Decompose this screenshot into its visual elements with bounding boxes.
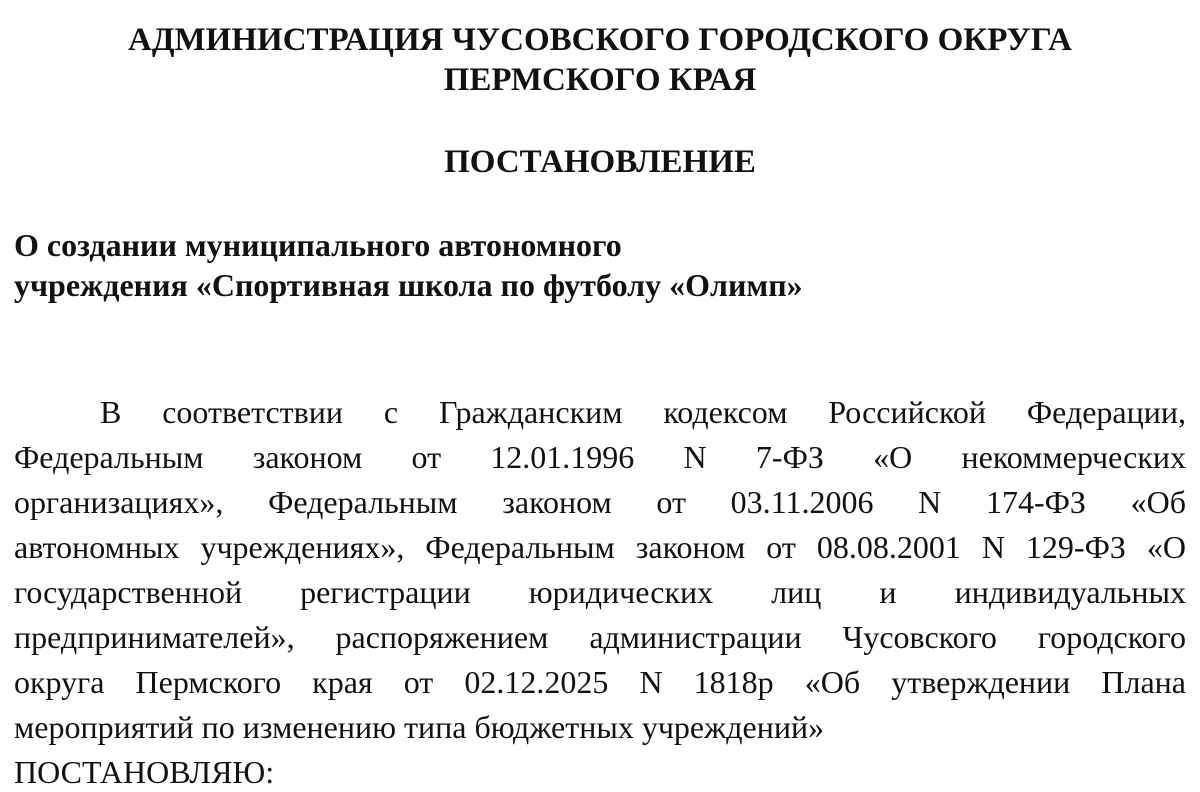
body-line-3: организациях», Федеральным законом от 03.11.2006 N 174-ФЗ «Об: [14, 484, 1186, 520]
body-line-2: Федеральным законом от 12.01.1996 N 7-ФЗ «О некоммерческих: [14, 439, 1186, 475]
org-name-line1: АДМИНИСТРАЦИЯ ЧУСОВСКОГО ГОРОДСКОГО ОКРУГА: [128, 22, 1072, 58]
body-line-7: округа Пермского края от 02.12.2025 N 1818р «Об утверждении Плана: [14, 664, 1186, 700]
body-line-5: государственной регистрации юридических лиц и индивидуальных: [14, 574, 1186, 610]
subject-line2: учреждения «Спортивная школа по футболу «Олимп»: [14, 267, 803, 303]
body-line-6: предпринимателей», распоряжением администрации Чусовского городского: [14, 619, 1186, 655]
body-line-4: автономных учреждениях», Федеральным законом от 08.08.2001 N 129-ФЗ «О: [14, 529, 1186, 565]
document-type-title: ПОСТАНОВЛЕНИЕ: [444, 144, 756, 180]
body-line-1: В соответствии с Гражданским кодексом Российской Федерации,: [100, 394, 1186, 430]
org-name-line2: ПЕРМСКОГО КРАЯ: [443, 62, 757, 98]
decree-word: ПОСТАНОВЛЯЮ:: [14, 754, 275, 790]
body-line-8: мероприятий по изменению типа бюджетных учреждений»: [14, 709, 825, 745]
subject-line1: О создании муниципального автономного: [14, 227, 622, 263]
